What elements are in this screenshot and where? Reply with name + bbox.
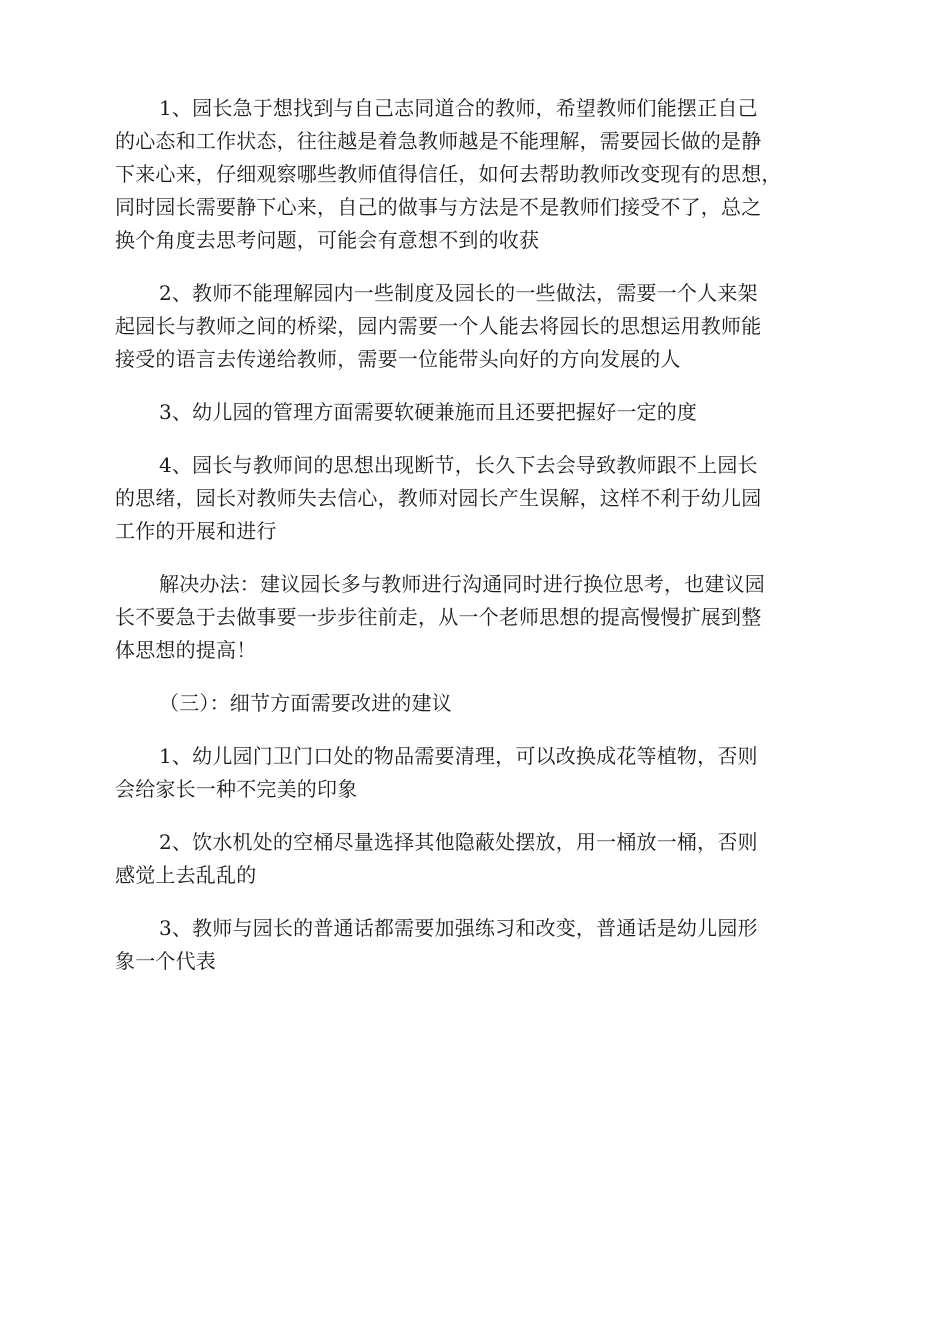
text-line: 体思想的提高！ <box>115 638 257 662</box>
text-line: 下来心来，仔细观察哪些教师值得信任，如何去帮助教师改变现有的思想， <box>115 162 782 186</box>
text-line: 感觉上去乱乱的 <box>115 863 257 887</box>
text-line: 1、幼儿园门卫门口处的物品需要清理，可以改换成花等植物，否则 <box>159 744 758 768</box>
paragraph-2 <box>115 277 835 376</box>
text-line: 的思绪，园长对教师失去信心，教师对园长产生误解，这样不利于幼儿园 <box>115 486 762 510</box>
text-line: 换个角度去思考问题，可能会有意想不到的收获 <box>115 228 540 252</box>
text-line: 2、饮水机处的空桶尽量选择其他隐蔽处摆放，用一桶放一桶，否则 <box>159 830 758 854</box>
text-line: 长不要急于去做事要一步步往前走，从一个老师思想的提高慢慢扩展到整 <box>115 605 762 629</box>
document-page <box>115 92 835 998</box>
paragraph-3 <box>115 396 835 429</box>
text-line: 象一个代表 <box>115 949 216 973</box>
section-heading-text: （三）：细节方面需要改进的建议 <box>159 691 452 715</box>
text-line: 3、教师与园长的普通话都需要加强练习和改变，普通话是幼儿园形 <box>159 916 758 940</box>
text-line: 2、教师不能理解园内一些制度及园长的一些做法，需要一个人来架 <box>159 281 758 305</box>
text-line: 同时园长需要静下心来，自己的做事与方法是不是教师们接受不了，总之 <box>115 195 762 219</box>
text-line: 的心态和工作状态，往往越是着急教师越是不能理解，需要园长做的是静 <box>115 129 762 153</box>
text-line: 接受的语言去传递给教师，需要一位能带头向好的方向发展的人 <box>115 347 681 371</box>
paragraph-solution <box>115 568 835 667</box>
text-line: 4、园长与教师间的思想出现断节，长久下去会导致教师跟不上园长 <box>159 453 758 477</box>
text-line: 解决办法：建议园长多与教师进行沟通同时进行换位思考，也建议园 <box>159 572 765 596</box>
text-line: 工作的开展和进行 <box>115 519 277 543</box>
paragraph-1 <box>115 92 835 257</box>
text-line: 起园长与教师之间的桥梁，园内需要一个人能去将园长的思想运用教师能 <box>115 314 762 338</box>
paragraph-detail-3 <box>115 912 835 978</box>
text-line: 会给家长一种不完美的印象 <box>115 777 358 801</box>
text-line: 3、幼儿园的管理方面需要软硬兼施而且还要把握好一定的度 <box>159 400 698 424</box>
paragraph-4 <box>115 449 835 548</box>
section-heading <box>115 687 835 720</box>
paragraph-detail-1 <box>115 740 835 806</box>
paragraph-detail-2 <box>115 826 835 892</box>
text-line: 1、园长急于想找到与自己志同道合的教师，希望教师们能摆正自己 <box>159 96 758 120</box>
